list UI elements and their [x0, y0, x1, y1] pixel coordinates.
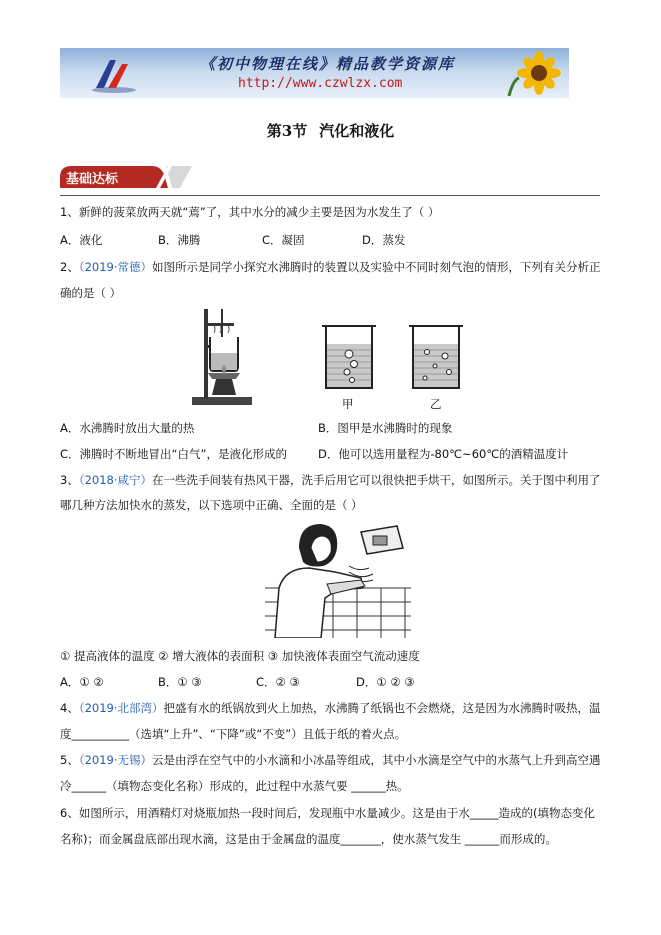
q4-source: （2019·北部湾）	[78, 701, 164, 715]
q2-stem: 如图所示是同学小探究水沸腾时的装置以及实验中不同时刻气泡的情形，下列有关分析正	[152, 260, 601, 274]
q3-statements: ① 提高液体的温度 ② 增大液体的表面积 ③ 加快液体表面空气流动速度	[60, 649, 420, 663]
section-title	[0, 120, 661, 141]
section-tab-label: 基础达标	[66, 172, 119, 187]
q1-option-b: B．沸腾	[158, 233, 201, 247]
beaker-yi-label: 乙	[430, 397, 442, 411]
q6-line1: 6、如图所示，用酒精灯对烧瓶加热一段时间后，发现瓶中水量减少。这是由于水_____造成的(填物态变化	[60, 806, 596, 820]
beaker-yi-figure	[405, 322, 467, 394]
q1-text: 1、新鲜的菠菜放两天就“蔫”了，其中水分的减少主要是因为水发生了（ ）	[60, 205, 440, 219]
section-name: 汽化和液化	[319, 122, 395, 140]
sunflower-icon	[505, 50, 565, 96]
q1-option-a: A．液化	[60, 233, 103, 247]
q2-option-c: C．沸腾时不断地冒出“白气”，是液化形成的	[60, 447, 287, 461]
q5-stem: 云是由浮在空气中的小水滴和小冰晶等组成，其中小水滴是空气中的水蒸气上升到高空遇	[152, 753, 601, 767]
q3-option-b: B．① ③	[158, 675, 202, 689]
site-logo-icon	[88, 54, 140, 94]
section-number: 第3节	[266, 122, 308, 140]
q2-source: （2019·常德）	[78, 260, 152, 274]
q5-line2: 冷______（填物态变化名称）形成的，此过程中水蒸气要 ______热。	[60, 779, 409, 793]
q4-number: 4、	[60, 701, 79, 715]
section-divider	[60, 195, 600, 196]
hand-dryer-figure	[265, 518, 411, 638]
q1-option-c: C．凝固	[262, 233, 305, 247]
boiling-apparatus-figure	[190, 305, 260, 410]
q3-line2: 哪几种方法加快水的蒸发，以下选项中正确、全面的是（ ）	[60, 498, 363, 512]
q2-option-d: D．他可以选用量程为-80℃~60℃的酒精温度计	[318, 447, 569, 461]
q2-option-a: A．水沸腾时放出大量的热	[60, 421, 195, 435]
q3-option-c: C．② ③	[256, 675, 300, 689]
beaker-jia-figure	[318, 322, 380, 394]
beaker-jia-label: 甲	[342, 397, 354, 411]
q3-number: 3、	[60, 473, 79, 487]
q2-option-b: B．图甲是水沸腾时的现象	[318, 421, 453, 435]
q1-option-d: D．蒸发	[362, 233, 406, 247]
q3-option-a: A．① ②	[60, 675, 104, 689]
q6-line2: 名称)；而金属盘底部出现水滴，这是由于金属盘的温度_______，使水蒸气发生 ______而形成的。	[60, 832, 557, 846]
banner-url: http://www.czwlzx.com	[238, 76, 403, 91]
banner-title: 《初中物理在线》精品教学资源库	[200, 55, 456, 73]
q4-line1	[60, 700, 601, 716]
q3-source: （2018·咸宁）	[78, 473, 152, 487]
q2-line2: 确的是（ ）	[60, 286, 122, 300]
q3-option-d: D．① ② ③	[356, 675, 415, 689]
q2-line1	[60, 259, 601, 275]
q3-stem: 在一些洗手间装有热风干器，洗手后用它可以很快把手烘干，如图所示。关于图中利用了	[152, 473, 601, 487]
q4-line2: 度__________（选填“上升”、“下降”或“不变”）且低于纸的着火点。	[60, 727, 407, 741]
q5-source: （2019·无锡）	[78, 753, 152, 767]
q5-line1	[60, 752, 601, 768]
q5-number: 5、	[60, 753, 79, 767]
q2-number: 2、	[60, 260, 79, 274]
header-banner	[60, 48, 569, 98]
q4-stem: 把盛有水的纸锅放到火上加热，水沸腾了纸锅也不会燃烧，这是因为水沸腾时吸热，温	[163, 701, 601, 715]
q3-line1	[60, 472, 601, 488]
